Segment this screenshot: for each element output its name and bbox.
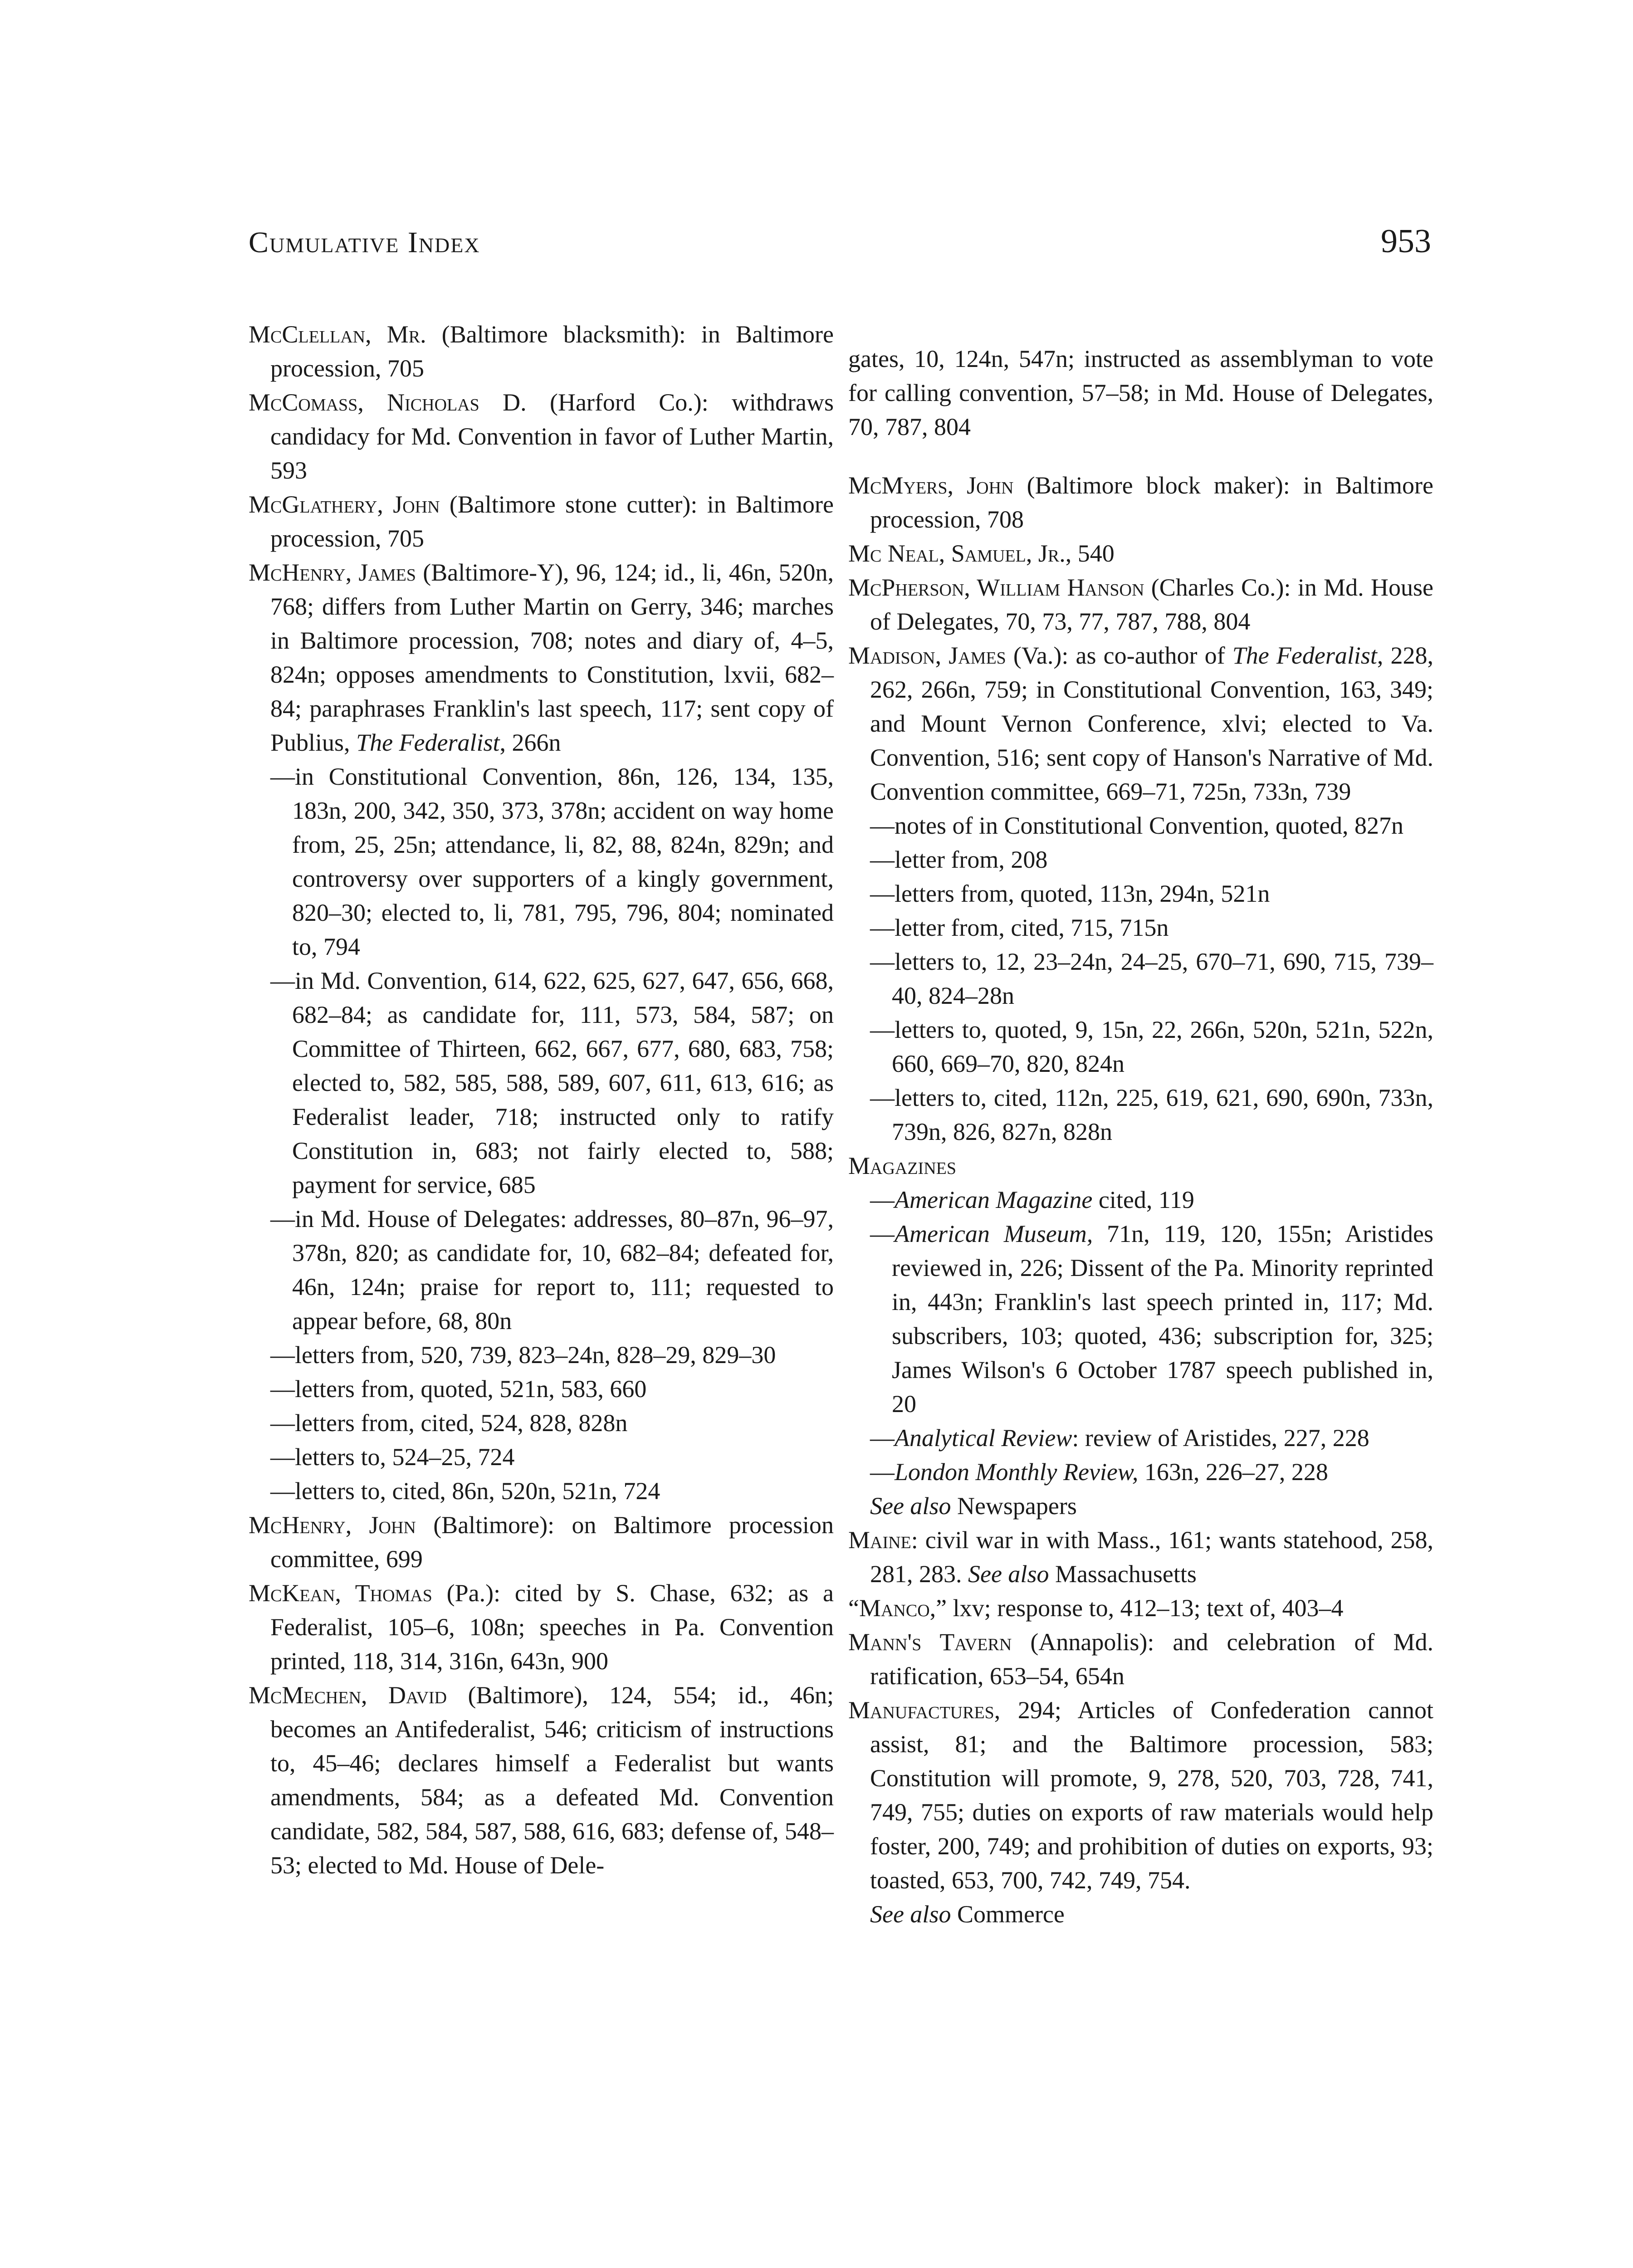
index-text: : civil war in with Mass., 161; wants statehood, 258, 281, 283. <box>870 1526 1433 1588</box>
index-entry <box>249 556 834 760</box>
index-text: —letters to, cited, 86n, 520n, 521n, 724 <box>270 1477 660 1505</box>
index-italic: The Federalist <box>1232 642 1377 669</box>
index-text: gates, 10, 124n, 547n; instructed as assemblyman to vote for calling convention, 57–58; in Md. House of Delegates, 70, 787, 804 <box>848 345 1433 440</box>
index-text: — <box>870 1458 895 1486</box>
index-italic: The Federalist <box>356 729 500 756</box>
index-sub <box>848 1455 1433 1489</box>
index-sub <box>848 911 1433 945</box>
index-text: — <box>870 1424 895 1452</box>
index-heading: McGlathery, John <box>249 491 440 518</box>
index-text-tail: cited, 119 <box>1092 1186 1194 1213</box>
index-text-tail: 163n, 226–27, 228 <box>1138 1458 1328 1486</box>
index-sub <box>848 945 1433 1013</box>
index-text-tail: , 228, 262, 266n, 759; in Constitutional Convention, 163, 349; and Mount Vernon Conference, xlvi; elected to Va. Convention, 516; sent copy of Hanson's Narrative of Md. Convention committee, 669–71, 725n, 733n, 739 <box>870 642 1433 805</box>
index-text: (Pa.): cited by S. Chase, 632; as a Federalist, 105–6, 108n; speeches in Pa. Convention printed, 118, 314, 316n, 643n, 900 <box>270 1579 834 1675</box>
index-entry <box>848 1523 1433 1591</box>
index-sub <box>249 1474 834 1508</box>
index-text-tail: Newspapers <box>951 1492 1077 1520</box>
index-italic: See also <box>870 1901 951 1928</box>
index-text: , 540 <box>1065 540 1115 567</box>
index-text: (Annapolis): and celebration of Md. ratification, 653–54, 654n <box>870 1628 1434 1690</box>
index-text: (Baltimore), 124, 554; id., 46n; becomes an Antifederalist, 546; criticism of instructions to, 45–46; declares himself a Federalist but wants amendments, 584; as a defeated Md. Convention candidate, 582, 584, 587, 588, 616, 683; defense of, 548–53; elected to Md. House of Dele- <box>270 1681 834 1879</box>
index-sub <box>848 877 1433 911</box>
index-text-tail: , 266n <box>499 729 561 756</box>
index-italic: See also <box>968 1560 1049 1588</box>
index-text: —in Constitutional Convention, 86n, 126, 134, 135, 183n, 200, 342, 350, 373, 378n; accident on way home from, 25, 25n; attendance, li, 82, 88, 824n, 829n; and controversy over supporters of a kingly government, 820–30; elected to, li, 781, 795, 796, 804; nominated to, 794 <box>270 763 834 960</box>
index-entry <box>848 537 1433 571</box>
index-heading: Manufactures <box>848 1696 994 1724</box>
index-text: (Baltimore blacksmith): in Baltimore procession, 705 <box>270 321 834 382</box>
index-heading: Madison, James <box>848 642 1006 669</box>
index-sub <box>249 964 834 1202</box>
index-heading: Magazines <box>848 1152 956 1179</box>
index-text-tail: Massachusetts <box>1049 1560 1197 1588</box>
index-cont <box>848 342 1433 444</box>
index-heading: “Manco,” <box>848 1594 947 1622</box>
running-head <box>249 222 1431 281</box>
index-heading: McComass, Nicholas <box>249 389 479 416</box>
index-sub <box>249 760 834 964</box>
index-text: —letters from, cited, 524, 828, 828n <box>270 1409 628 1437</box>
index-heading: McClellan, Mr. <box>249 321 426 348</box>
index-text: —in Md. Convention, 614, 622, 625, 627, 647, 656, 668, 682–84; as candidate for, 111, 573, 584, 587; on Committee of Thirteen, 662, 667, 677, 680, 683, 758; elected to, 582, 585, 588, 589, 607, 611, 613, 616; as Federalist leader, 718; instructed only to ratify Constitution in, 683; not fairly elected to, 588; payment for service, 685 <box>270 967 834 1198</box>
index-sub <box>249 1202 834 1338</box>
index-heading: Maine <box>848 1526 911 1554</box>
index-sub <box>848 809 1433 843</box>
index-text-tail: 71n, 119, 120, 155n; Aristides reviewed in, 226; Dissent of the Pa. Minority reprinted in, 443n; Franklin's last speech printed in, 117; Md. subscribers, 103; quoted, 436; subscription for, 325; James Wilson's 6 October 1787 speech published in, 20 <box>892 1220 1433 1418</box>
index-text: (Va.): as co-author of <box>1006 642 1232 669</box>
index-entry <box>848 1591 1433 1625</box>
index-italic: American Magazine <box>895 1186 1093 1213</box>
index-text: (Charles Co.): in Md. House of Delegates, 70, 73, 77, 787, 788, 804 <box>870 574 1433 635</box>
index-text: —letters to, cited, 112n, 225, 619, 621, 690, 690n, 733n, 739n, 826, 827n, 828n <box>870 1084 1433 1145</box>
index-heading: McHenry, James <box>249 559 416 586</box>
index-see <box>848 1897 1433 1931</box>
index-text: (Baltimore stone cutter): in Baltimore procession, 705 <box>270 491 834 552</box>
index-text: —letter from, cited, 715, 715n <box>870 914 1169 941</box>
index-sub <box>848 1183 1433 1217</box>
index-italic: London Monthly Review, <box>895 1458 1139 1486</box>
index-text: , 294; Articles of Confederation cannot assist, 81; and the Baltimore procession, 583; Constitution will promote, 9, 278, 520, 703, 728, 741, 749, 755; duties on exports of raw materials would help foster, 200, 749; and prohibition of duties on exports, 93; toasted, 653, 700, 742, 749, 754. <box>870 1696 1433 1894</box>
index-text: —letters from, 520, 739, 823–24n, 828–29, 829–30 <box>270 1341 776 1369</box>
index-sub <box>249 1406 834 1440</box>
index-italic: See also <box>870 1492 951 1520</box>
index-sub <box>848 843 1433 877</box>
index-text: —letters from, quoted, 521n, 583, 660 <box>270 1375 647 1403</box>
index-entry <box>249 318 834 386</box>
index-heading: McHenry, John <box>249 1511 416 1539</box>
index-text: lxv; response to, 412–13; text of, 403–4 <box>947 1594 1344 1622</box>
index-text: —letters to, 12, 23–24n, 24–25, 670–71, 690, 715, 739–40, 824–28n <box>870 948 1433 1009</box>
index-text: (Baltimore block maker): in Baltimore procession, 708 <box>870 472 1433 533</box>
index-entry <box>249 1508 834 1576</box>
index-italic: American Museum, <box>895 1220 1093 1247</box>
index-text: (Baltimore): on Baltimore procession committee, 699 <box>270 1511 834 1573</box>
index-text: —letters to, quoted, 9, 15n, 22, 266n, 520n, 521n, 522n, 660, 669–70, 820, 824n <box>870 1016 1433 1077</box>
index-entry <box>848 469 1433 537</box>
index-text-tail: Commerce <box>951 1901 1065 1928</box>
index-italic: Analytical Review <box>895 1424 1072 1452</box>
index-entry <box>848 571 1433 639</box>
running-head-title: Cumulative Index <box>249 226 480 259</box>
index-entry <box>249 1576 834 1678</box>
index-text: —notes of in Constitutional Convention, quoted, 827n <box>870 812 1403 839</box>
index-heading: McMechen, David <box>249 1681 447 1709</box>
index-text: —letter from, 208 <box>870 846 1048 873</box>
index-entry <box>249 386 834 488</box>
index-sub <box>249 1372 834 1406</box>
index-text: — <box>870 1186 895 1213</box>
index-text: —in Md. House of Delegates: addresses, 80–87n, 96–97, 378n, 820; as candidate for, 10, 682–84; defeated for, 46n, 124n; praise for report to, 111; requested to appear before, 68, 80n <box>270 1205 834 1334</box>
page-number: 953 <box>1381 223 1431 260</box>
index-sub <box>249 1338 834 1372</box>
index-entry <box>848 1625 1433 1693</box>
index-heading: McKean, Thomas <box>249 1579 432 1607</box>
index-sub <box>848 1081 1433 1149</box>
index-text-tail: : review of Aristides, 227, 228 <box>1072 1424 1369 1452</box>
index-sub <box>848 1217 1433 1421</box>
index-text: D. (Harford Co.): withdraws candidacy for Md. Convention in favor of Luther Martin, 593 <box>270 389 834 484</box>
index-sub <box>249 1440 834 1474</box>
index-sub <box>848 1013 1433 1081</box>
index-sub <box>848 1421 1433 1455</box>
index-column-left <box>249 318 834 1882</box>
index-text: (Baltimore-Y), 96, 124; id., li, 46n, 520n, 768; differs from Luther Martin on Gerry, 346; marches in Baltimore procession, 708; notes and diary of, 4–5, 824n; opposes amendments to Constitution, lxvii, 682–84; paraphrases Franklin's last speech, 117; sent copy of Publius, <box>270 559 834 756</box>
index-heading: Mann's Tavern <box>848 1628 1012 1656</box>
index-text: —letters from, quoted, 113n, 294n, 521n <box>870 880 1270 907</box>
index-entry <box>848 639 1433 809</box>
index-text: —letters to, 524–25, 724 <box>270 1443 515 1471</box>
index-heading: McPherson, William Hanson <box>848 574 1144 601</box>
index-entry <box>249 1678 834 1882</box>
index-entry <box>848 1693 1433 1897</box>
index-heading: McMyers, John <box>848 472 1014 499</box>
index-column-right <box>848 318 1433 1931</box>
index-see <box>848 1489 1433 1523</box>
index-heading: Mc Neal, Samuel, Jr. <box>848 540 1066 567</box>
index-text: — <box>870 1220 895 1247</box>
index-entry <box>249 488 834 556</box>
index-entry <box>848 1149 1433 1183</box>
